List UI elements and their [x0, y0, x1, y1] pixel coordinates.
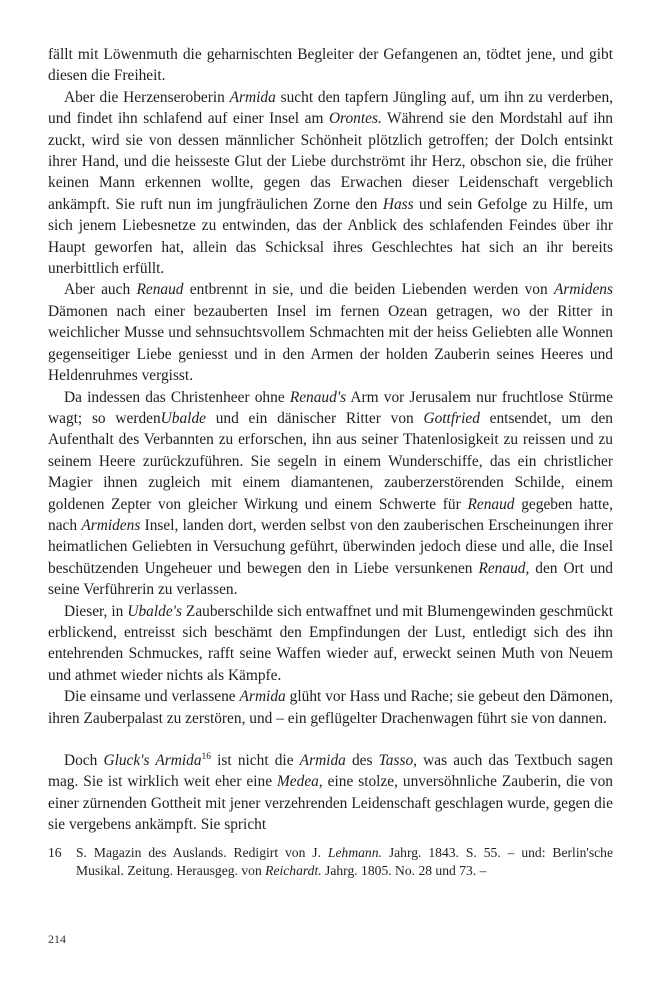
- text-run: Jahrg. 1843. S. 55. – und: Berlin'sche Musikal. Zeitung. Herausgeg. von: [76, 844, 613, 879]
- text-run: den Ort und seine Verführerin zu verlassen.: [48, 559, 613, 599]
- text-run: Jahrg. 1805. No. 28 und 73. –: [321, 863, 487, 879]
- paragraph-p6: [48, 686, 613, 729]
- text-run: gegeben hatte, nach: [48, 495, 613, 534]
- italic-text: Armidens: [554, 281, 613, 299]
- paragraph-p3: [48, 279, 613, 386]
- text-run: sucht den tapfern Jüngling auf, um ihn zu verderben, und findet ihn schlafend auf einer Insel am: [48, 88, 613, 128]
- paragraph-p5: [48, 601, 613, 687]
- text-run: entbrennt in sie, und die beiden Liebenden werden von: [183, 281, 554, 299]
- text-run: Die einsame und verlassene: [64, 688, 240, 706]
- italic-text: Hass: [382, 195, 414, 213]
- italic-text: Armida: [239, 688, 286, 706]
- paragraph-p1: [48, 44, 613, 87]
- text-run: des: [345, 752, 379, 769]
- italic-text: Renaud: [467, 495, 515, 513]
- text-run: Arm vor Jerusalem nur fruchtlose Stürme wagt; so werden: [48, 388, 613, 427]
- text-run: Zauberschilde sich entwaffnet und mit Blumengewinden geschmückt erblickend, entreisst sich beschämt den Empfindungen der Lust, entledigt sich des ihn entehrenden Schmuckes, rafft seine Waffen wieder auf, erweckt seinen Muth von Neuem und athmet wieder nichts als Kämpfe.: [48, 602, 613, 684]
- italic-text: Ubalde: [160, 409, 206, 427]
- text-run: ist nicht die: [211, 752, 300, 769]
- text-run: glüht vor Hass und Rache; sie gebeut den Dämonen, ihren Zauberpalast zu zerstören, und – ein geflügelter Drachenwagen führt sie von dannen.: [48, 688, 613, 727]
- text-run: entsendet, um den Aufenthalt des Verbannten zu erforschen, ihn aus seiner Thatenlosigkeit zu reissen und zu seinem Heere zurückzuführen. Sie segeln in einem Wunderschiffe, das ein christlicher Magier ihnen zugleich mit einem diamantenen, zauberzerstörenden Schilde, einem goldenen Zepter von gleicher Wirkung und einem Schwerte für: [48, 409, 613, 513]
- text-run: Insel, landen dort, werden selbst von den zauberischen Erscheinungen ihrer heimatlichen Geliebten in Versuchung geführt, überwinden jedoch diese und alle, die Insel beschützenden Ungeheuer und bewegen den in Liebe versunkenen: [48, 516, 613, 577]
- text-run: und ein dänischer Ritter von: [205, 409, 424, 427]
- text-run: und sein Gefolge zu Hilfe, um sich jenem Liebesnetze zu entwinden, das der Anblick des schlafenden Feindes über ihr Haupt geworfen hat, allein das Schicksal ihres Geschlechtes hat sich an ihr bereits unerbittlich erfüllt.: [48, 195, 614, 278]
- text-run: was auch das Textbuch sagen mag. Sie ist wirklich weit eher eine: [48, 752, 613, 791]
- paragraph-p4: [48, 387, 613, 601]
- text-run: eine stolze, unversöhnliche Zauberin, die von einer zürnenden Gottheit mit jener verzehrenden Leidenschaft geschlagen wurde, gegen die sie vergebens ankämpft. Sie spricht: [48, 773, 613, 834]
- italic-text: Armida: [229, 88, 276, 106]
- page-number: 214: [48, 932, 66, 946]
- text-run: Da indessen das Christenheer ohne: [64, 388, 290, 406]
- italic-text: Gluck's Armida: [103, 752, 202, 769]
- text-run: Dämonen nach einer bezauberten Insel im fernen Ozean getragen, wo der Ritter in weichlicher Musse und sehnsuchtsvollem Schmachten mit der heiss Geliebten alle Wonnen gegenseitiger Liebe geniesst und in den Armen der holden Zauberin seines Heeres und Heldenruhmes vergisst.: [48, 302, 613, 385]
- italic-text: Medea,: [276, 773, 323, 791]
- italic-text: Lehmann.: [327, 844, 382, 860]
- italic-text: Tasso,: [378, 752, 418, 769]
- footnote-reference: 16: [201, 752, 212, 762]
- text-run: Aber die Herzenseroberin: [64, 88, 230, 106]
- italic-text: Ubalde's: [127, 602, 182, 620]
- text-run: Doch: [64, 752, 104, 769]
- text-run: fällt mit Löwenmuth die geharnischten Begleiter der Gefangenen an, tödtet jene, und gibt diesen die Freiheit.: [48, 46, 613, 85]
- italic-text: Gottfried: [423, 409, 480, 427]
- italic-text: Armidens: [81, 516, 141, 534]
- italic-text: Renaud's: [289, 388, 347, 406]
- italic-text: Reichardt.: [265, 863, 322, 879]
- footnote: [48, 844, 613, 881]
- text-run: Aber auch: [64, 281, 137, 299]
- main-text: [48, 44, 613, 836]
- italic-text: Renaud,: [478, 559, 530, 577]
- paragraph-p7: [48, 750, 613, 836]
- page-body: [48, 44, 613, 880]
- italic-text: Renaud: [136, 281, 184, 299]
- paragraph-p2: [48, 87, 613, 280]
- italic-text: Orontes.: [328, 110, 382, 128]
- italic-text: Armida: [299, 752, 346, 769]
- footnote-text: [66, 844, 613, 881]
- text-run: S. Magazin des Auslands. Redigirt von J.: [76, 844, 328, 860]
- text-run: Während sie den Mordstahl auf ihn zuckt, wird sie von dessen männlicher Schönheit plötzlich getroffen; der Dolch entsinkt ihrer Hand, und die heisseste Glut der Liebe durchströmt ihr Herz, obschon sie, die früher keinen Mann erkennen wollte, gegen das Erwachen dieser Leidenschaft vergeblich ankämpft. Sie ruft nun im jungfräulichen Zorne den: [48, 110, 613, 213]
- text-run: Dieser, in: [64, 602, 128, 620]
- footnote-number: 16: [48, 844, 62, 860]
